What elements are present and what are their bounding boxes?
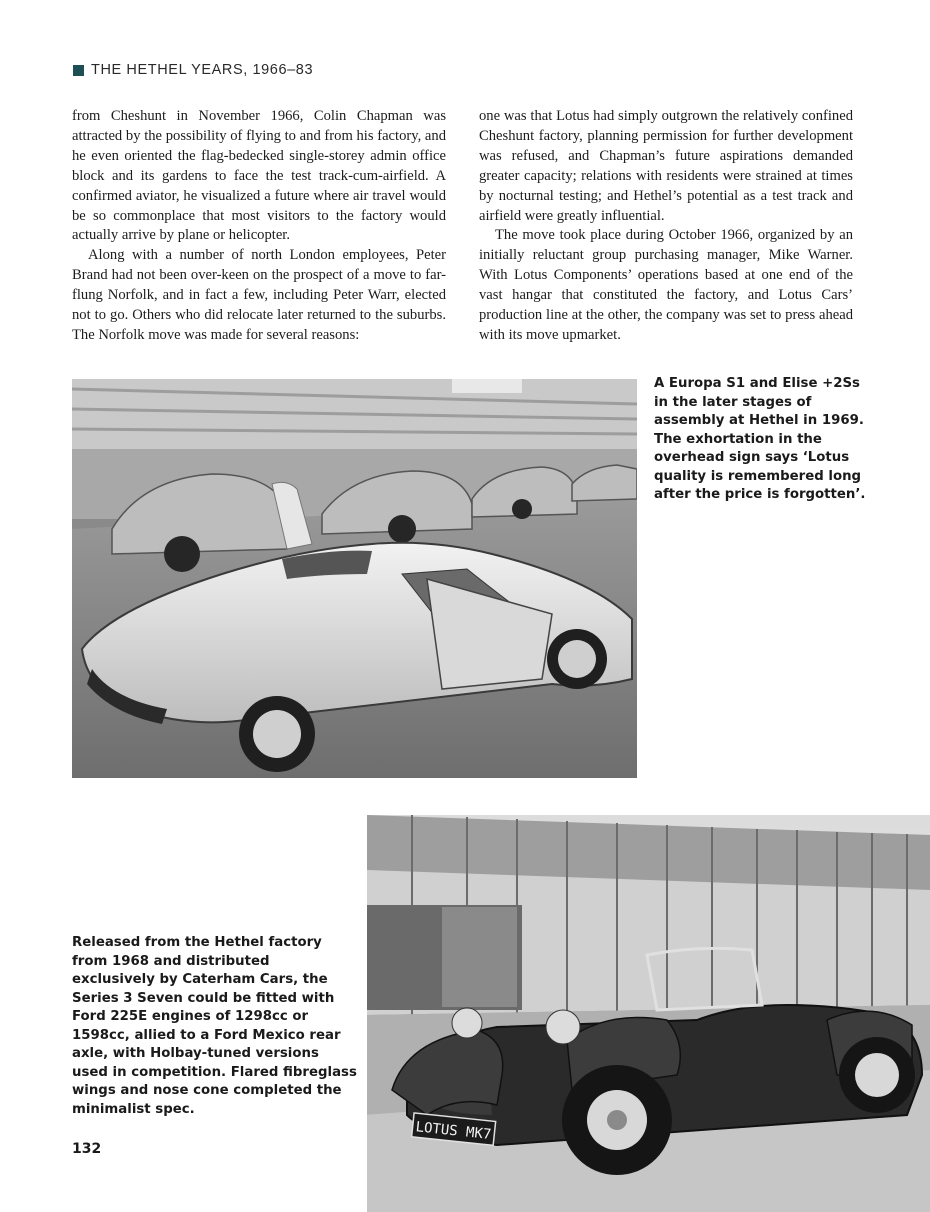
header-marker-square (73, 65, 84, 76)
factory-photo-caption: A Europa S1 and Elise +2Ss in the later stages of assembly at Hethel in 1969. The exhortation in the overhead sign says ‘Lotus quality is remembered long after the price is forgotten’. (654, 376, 866, 502)
factory-assembly-illustration (72, 379, 637, 778)
running-header (73, 62, 313, 78)
running-title: THE HETHEL YEARS, 1966–83 (91, 62, 314, 78)
lotus-seven-illustration (367, 815, 930, 1212)
factory-assembly-photo (72, 379, 637, 778)
lotus-seven-photo (367, 815, 930, 1212)
seven-photo-caption: Released from the Hethel factory from 1968 and distributed exclusively by Caterham Cars, the Series 3 Seven could be fitted with Ford 225E engines of 1298cc or 1598cc, allied to a Ford Mexico rear axle, with Holbay-tuned versions used in competition. Flared fibreglass wings and nose cone completed the minimalist spec. (72, 935, 357, 1117)
svg-text:LOTUS MK7: LOTUS MK7 (414, 1119, 492, 1144)
page-number: 132 (72, 1141, 102, 1157)
paragraph: from Cheshunt in November 1966, Colin Chapman was attracted by the possibility of flying to and from his factory, and he even oriented the flag-bedecked single-storey admin office block and its gardens to face the test track-cum-airfield. A confirmed aviator, he visualized a future where air travel would be so commonplace that most visitors to the factory would actually arrive by plane or helicopter. (72, 108, 446, 244)
paragraph: Along with a number of north London employees, Peter Brand had not been over-keen on the prospect of a move to far-flung Norfolk, and in fact a few, including Peter Warr, elected not to go. Others who did relocate later returned to the suburbs. The Norfolk move was made for several reasons: (72, 247, 446, 343)
body-column-right (479, 107, 853, 346)
overhead-sign (452, 379, 522, 393)
body-column-left (72, 107, 446, 346)
paragraph: The move took place during October 1966, organized by an initially reluctant group purchasing manager, Mike Warner. With Lotus Components’ operations based at one end of the vast hangar that constituted the factory, and Lotus Cars’ production line at the other, the company was set to press ahead with its move upmarket. (479, 227, 853, 343)
paragraph: one was that Lotus had simply outgrown the relatively confined Cheshunt factory, planning permission for further development was refused, and Chapman’s future aspirations demanded greater capacity; relations with residents were strained at times by nocturnal testing; and Hethel’s potential as a test track and airfield were greatly influential. (479, 108, 853, 224)
